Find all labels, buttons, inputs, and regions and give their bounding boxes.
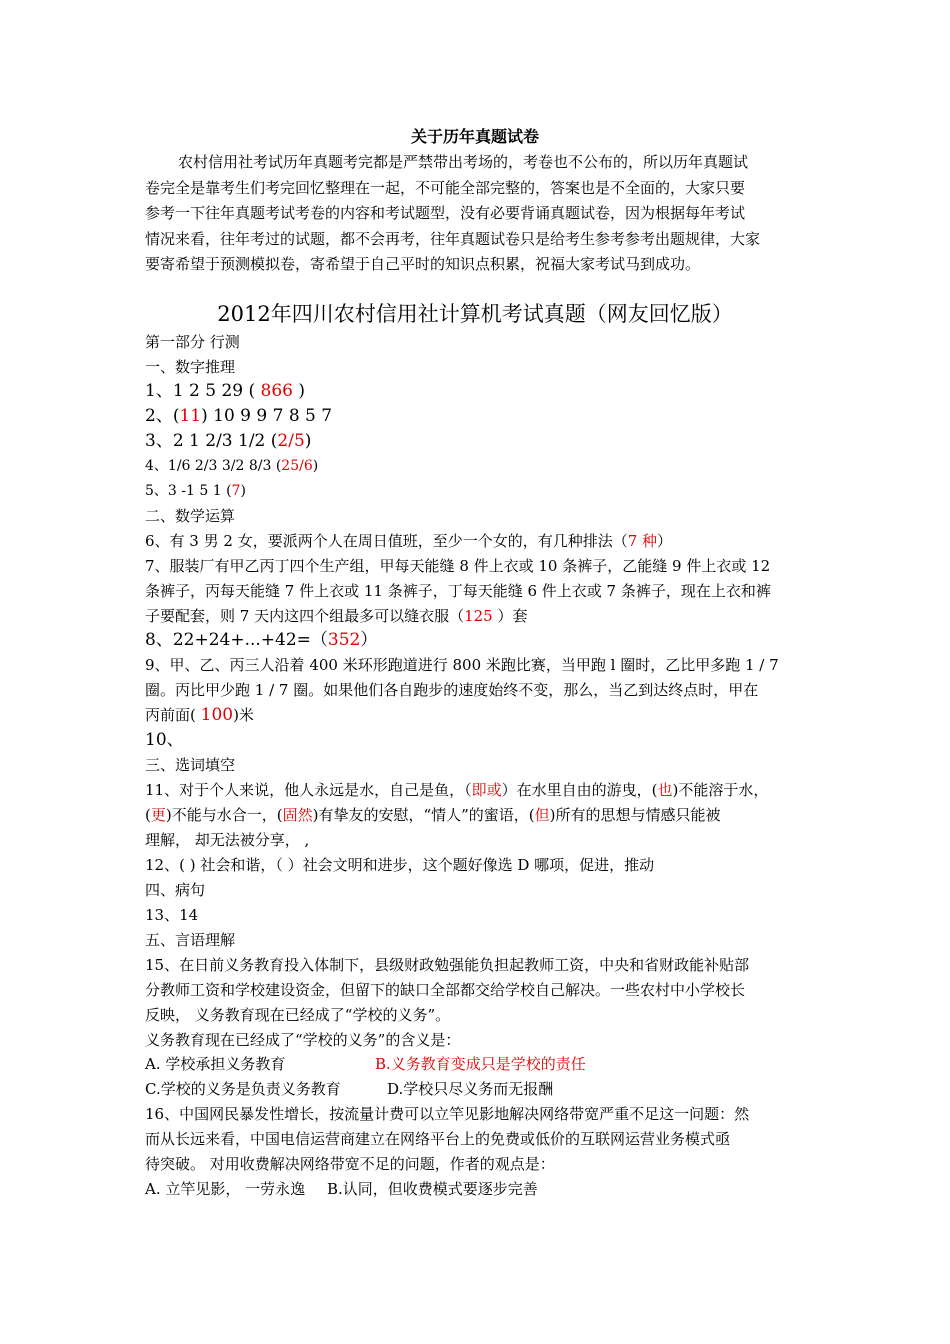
question-8 [145,628,377,652]
question-16-line-3: 待突破。 对用收费解决网络带宽不足的问题，作者的观点是： [145,1155,555,1173]
q11-answer-5: 但 [534,806,550,824]
question-9-tail: )米 [233,706,254,724]
section-heading-4: 四、病句 [145,881,206,899]
question-15-option-d: D.学校只尽义务而无报酬 [387,1080,554,1098]
question-8-tail: ） [360,630,378,650]
question-15-option-c: C.学校的义务是负责义务教育 [145,1080,341,1098]
q11-text-d: ( [145,806,151,824]
question-9-line-2: 圈。丙比甲少跑 1 / 7 圈。如果他们各自跑步的速度始终不变，那么，当乙到达终点时，甲在 [145,681,759,699]
question-15-option-b: B.义务教育变成只是学校的责任 [375,1055,586,1073]
question-7-answer: 125 [464,607,493,625]
question-9-text: 丙前面( [145,706,201,724]
q11-text-f: )有挚友的安慰，“情人”的蜜语，( [312,806,535,824]
question-3 [145,429,311,453]
question-11-line-3: 理解， 却无法被分享， , [145,831,310,849]
question-13-14: 13、14 [145,906,199,924]
question-9-answer: 100 [200,705,234,725]
question-4-tail: ) [312,458,319,474]
question-15-line-2: 分教师工资和学校建设资金，但留下的缺口全部都交给学校自己解决。一些农村中小学校长 [145,981,746,999]
question-3-tail: ) [304,431,312,451]
q11-answer-4: 固然 [282,806,313,824]
question-11-line-1 [145,778,768,802]
question-16-line-1: 16、中国网民暴发性增长，按流量计费可以立竿见影地解决网络带宽严重不足这一问题：然 [145,1105,750,1123]
question-7-text: 子要配套，则 7 天内这四个组最多可以缝衣服（ [145,607,465,625]
q11-text-e: )不能与水合一，( [165,806,283,824]
section-heading-1: 一、数字推理 [145,358,236,376]
question-9-line-3 [145,703,254,727]
question-9-line-1: 9、甲、乙、丙三人沿着 400 米环形跑道进行 800 米跑比赛，当甲跑 l 圈时，乙比甲多跑 1 / 7 [145,656,779,674]
question-4-answer: 25/6 [281,458,313,474]
q11-text-a: 11、对于个人来说，他人永远是水，自己是鱼，（ [145,781,472,799]
question-2-text: ) 10 9 9 7 8 5 7 [201,406,333,426]
q11-answer-1: 即或 [471,781,502,799]
exam-title: 2012年四川农村信用社计算机考试真题（网友回忆版） [217,302,733,326]
question-5 [145,479,246,503]
question-5-text: 5、3 -1 5 1 ( [145,483,232,499]
section-heading-5: 五、言语理解 [145,931,236,949]
question-16-option-a: A. 立竿见影， 一劳永逸 [145,1180,306,1198]
question-15-option-a: A. 学校承担义务教育 [145,1055,286,1073]
question-7-tail: ）套 [492,607,528,625]
question-4 [145,454,318,478]
question-1-answer: 866 [260,381,293,401]
question-8-answer: 352 [327,630,361,650]
notice-line-4: 情况来看，往年考过的试题，都不会再考，往年真题试卷只是给考生参考参考出题规律，大家 [145,230,761,248]
q11-text-b: ）在水里自由的游曳，( [501,781,658,799]
question-8-text: 8、22+24+...+42=（ [145,630,328,650]
question-16-line-2: 而从长远来看，中国电信运营商建立在网络平台上的免费或低价的互联网运营业务模式亟 [145,1130,731,1148]
question-2-pre: 2、( [145,406,180,426]
question-3-text: 3、2 1 2/3 1/2 ( [145,431,278,451]
q11-answer-3: 更 [150,806,166,824]
question-6-tail: ） [657,532,673,550]
part-heading: 第一部分 行测 [145,333,240,351]
question-7-line-2: 条裤子，丙每天能缝 7 件上衣或 11 条裤子，丁每天能缝 6 件上衣或 7 条裤子，现在上衣和裤 [145,582,771,600]
question-2-answer: 11 [179,406,202,426]
notice-line-5: 要寄希望于预测模拟卷，寄希望于自己平时的知识点积累，祝福大家考试马到成功。 [145,255,701,273]
notice-title: 关于历年真题试卷 [410,127,539,146]
section-heading-2: 二、数学运算 [145,507,236,525]
notice-line-2: 卷完全是靠考生们考完回忆整理在一起，不可能全部完整的，答案也是不全面的，大家只要 [145,179,746,197]
question-3-answer: 2/5 [277,431,305,451]
question-16-option-b: B.认同，但收费模式要逐步完善 [327,1180,538,1198]
question-6-text: 6、有 3 男 2 女，要派两个人在周日值班，至少一个女的，有几种排法（ [145,532,628,550]
q11-answer-2: 也 [657,781,673,799]
question-11-line-2 [145,803,721,827]
question-5-answer: 7 [231,483,241,499]
question-5-tail: ) [240,483,246,499]
q11-text-g: )所有的思想与情感只能被 [549,806,721,824]
question-4-text: 4、1/6 2/3 3/2 8/3 ( [145,458,282,474]
question-15-line-3: 反映， 义务教育现在已经成了“学校的义务”。 [145,1006,451,1024]
question-10: 10、 [145,730,184,750]
question-7-line-3 [145,604,528,628]
question-1-text: 1、1 2 5 29 ( [145,381,261,401]
question-12: 12、( ) 社会和谐，（ ）社会文明和进步，这个题好像选 D 哪项，促进，推动 [145,856,655,874]
question-7-line-1: 7、服装厂有甲乙丙丁四个生产组，甲每天能缝 8 件上衣或 10 条裤子，乙能缝 9 件上衣或 12 [145,557,771,575]
notice-line-3: 参考一下往年真题考试考卷的内容和考试题型，没有必要背诵真题试卷，因为根据每年考试 [145,204,746,222]
q11-text-c: )不能溶于水， [672,781,769,799]
section-heading-3: 三、选词填空 [145,756,236,774]
question-1-tail: ) [293,381,306,401]
question-6 [145,529,672,553]
question-1 [145,379,305,403]
question-2 [145,404,332,428]
question-6-answer: 7 种 [627,532,658,550]
question-15-prompt: 义务教育现在已经成了“学校的义务”的含义是： [145,1031,461,1049]
notice-line-1: 农村信用社考试历年真题考完都是严禁带出考场的，考卷也不公布的，所以历年真题试 [178,153,749,171]
question-15-line-1: 15、在日前义务教育投入体制下，县级财政勉强能负担起教师工资，中央和省财政能补贴部 [145,956,750,974]
